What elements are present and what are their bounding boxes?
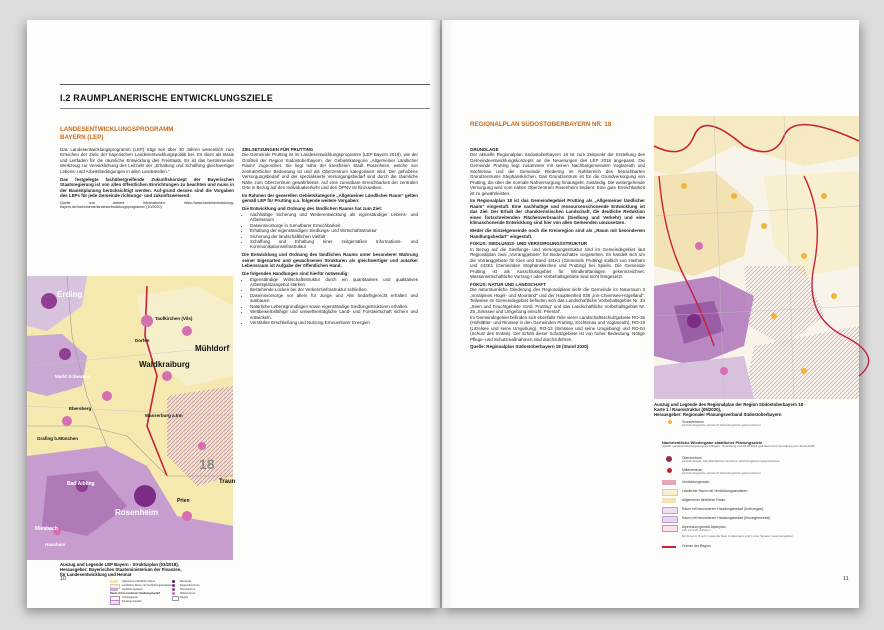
caption-line: Karte 1 / Raumstruktur (05/2020), <box>654 407 722 413</box>
legend-swatch <box>110 600 120 605</box>
goals-p4: Die Entwicklung und Ordnung des ländlichen Raums unter besonderer Wahrung seiner Eigenarten und gewachsenen Strukturen als gleichwertiger und autarker Lebensraum ist Aufgabe der öffentlichen Hand. <box>242 252 418 269</box>
lep-title-line2: BAYERN (LEP) <box>60 133 104 141</box>
goals-p1: Die Gemeinde Prutting ist im Landesentwicklungsprogramm (LEP Bayern 2018), wie der Großteil der Region Südostoberbayern, der Gebietskategorie „Allgemeiner Ländlicher Raum“ zugeordnet. Sie liegt nahe der kreisfreien Stadt Rosenheim, welche von zentralörtlicher Bedeutung ist und als Oberzentrum kategorisiert wird. Der gehobene Versorgungsbedarf und der spezialisierte Versorgungsbedarf sind durch die räumliche Nähe zum Oberzentrum gewährleistet. Auf eine zumutbare Erreichbarkeit der zentralen Orte in Bezug auf den Individualverkehr und den ÖPNV ist hinzuwirken. <box>242 152 418 191</box>
map-label: Ebersberg <box>69 406 92 411</box>
list-item: • nachhaltige Sicherung und Weiterentwicklung als eigenständiger Lebens- und Arbeitsraum <box>250 212 418 223</box>
legend-swatch <box>662 546 676 548</box>
heading-rule <box>60 108 430 109</box>
page-number-right: 11 <box>843 576 849 582</box>
lep-map-caption <box>60 562 182 577</box>
left-page <box>27 20 440 608</box>
grundlage-p3: Weder die Einzelgemeinde noch die Kreisregion sind als „Raum mit besonderem Handlungsbedarf“ eingestuft. <box>470 228 645 239</box>
list-item: • Eigenständige Wirtschaftsstruktur durch ein quantitatives und qualitatives Arbeitsplatzangebot stärken. <box>250 277 418 288</box>
map-label: Wasserburg a.Inn <box>145 413 183 418</box>
lep-intro-column <box>60 147 234 212</box>
legend-item: Raum mit besonderem Handlungsbedarf (Einzelgemeinde) <box>662 516 852 522</box>
legend-item: Grundzentrum Zentrale Doppelorte sind durch Verbindungslinien gekennzeichnet <box>662 420 852 432</box>
goals-heading: ZIELSETZUNGEN FÜR PRUTTING <box>242 147 314 152</box>
regionalplan-map-graphic <box>654 116 859 399</box>
lep-structure-map <box>27 276 236 560</box>
regionalplan-source: Quelle: Regionalplan Südostoberbayern 18 (Stand 2020) <box>470 344 589 350</box>
caption-line: Herausgeber: Bayerisches Staatsministerium der Finanzen, <box>60 567 182 573</box>
goals-p2: Im Rahmen der generellen Gebietskategorie „Allgemeiner Ländlicher Raum“ gelten gemäß LEP für Prutting u.a. folgende weitere Vorgaben: <box>242 193 418 204</box>
legend-swatch <box>172 584 175 587</box>
lep-intro-source: Quelle und weitere Informationen: https://www.landesentwicklung-bayern.de/instrumente/landesentwicklungsprogramm/ (10/2020) <box>60 200 234 210</box>
legend-item: Regionalzentrum <box>172 584 232 590</box>
legend-item: Die Zonen A, B und C sowie die Seen im Alpenraum sind in einer Signatur zusammengefasst <box>682 535 793 538</box>
legend-swatch <box>172 596 179 601</box>
legend-swatch <box>662 489 678 496</box>
legend-item: Mittelzentrum <box>172 592 232 598</box>
map-label: Prien <box>177 498 190 504</box>
map-label: Dorfen <box>135 338 150 343</box>
legend-item: Region <box>172 596 232 602</box>
legend-swatch <box>666 456 672 462</box>
legend-item: Mittelzentrum Zentrale Doppelorte sind durch Verbindungslinien gekennzeichnet <box>662 468 852 478</box>
legend-item: Verdichtungsraum <box>110 588 170 594</box>
regionalplan-text-column <box>470 147 645 352</box>
lep-section-title <box>60 126 173 141</box>
legend-swatch <box>668 420 672 424</box>
caption-line: Auszug und Legende LEP Bayern - Strukturplan (03/2018), <box>60 562 179 567</box>
map-label: Grafing b.München <box>37 436 78 441</box>
caption-line: für Landesentwicklung und Heimat <box>60 572 132 578</box>
legend-item: Grenze der Region <box>662 544 852 550</box>
legend-item: Allgemeiner ländlicher Raum <box>662 498 852 504</box>
map-label: 18 <box>199 456 215 472</box>
goals-list-2 <box>242 277 418 326</box>
legend-item: Metropole <box>172 580 232 586</box>
prutting-goals-column <box>242 147 418 328</box>
legend-item: Einzelgemeinden <box>110 600 170 606</box>
goals-p5: Die folgenden Handlungen sind hierfür notwendig: <box>242 271 349 277</box>
legend-swatch <box>172 592 175 595</box>
list-item: • Bestehende Lücken bei der Verkehrsinfrastruktur schließen. <box>250 287 418 292</box>
map-label: Hausham <box>45 542 66 547</box>
siedlung-p4: In Bezug auf die Siedlungs- und Versorgungsstruktur sind im Gemeindegebiet laut Regionalplan zwei „Vorranggebiete“ für Bodenschätze vorgesehen. Es handelt sich um die Vorranggebiete für Kies und Sand 431K1 (Gemeinde Prutting) südlich von Hasham und 443K1 (Gemeinden Stephanskirchen und Prutting) bei Spielin. Die Gemeinde Prutting ist als Ausschlussgebiet für Windkraftanlagen gekennzeichnet. Wasserwirtschaftliche Vorrang-/ oder Vorbehaltsgebiete sind nicht festgesetzt. <box>470 246 645 280</box>
list-item: • Sicherung der landschaftlichen Vielfalt <box>250 234 418 239</box>
legend-item: Kreisregionen <box>110 596 170 602</box>
natur-heading: FOKUS: NATUR UND LANDSCHAFT <box>470 281 546 287</box>
legend-title: Nachrichtliche Wiedergabe staatlicher Planungsziele <box>662 440 763 445</box>
map-label: Taufkirchen (Vils) <box>155 316 193 321</box>
legend-swatch <box>662 480 676 485</box>
regionalplan-legend <box>662 420 852 580</box>
grundlage-p1: Der aktuelle Regionalplan Südostoberbayern 18 ist zum Zeitpunkt der Erstellung des Gemeindeentwicklungskonzepts an die Neuerungen des LEP 2018 angepasst. Die Gemeinde Prutting liegt zusammen mit seinen Nachbargemeinden Vogtareuth und Söchtenau und der Gemeinde Riedering im Nahbereich des benachbarten Grundzentrums Stephanskirchen. Das Grundzentrum ist für die Grundversorgung von Prutting, die über die normale Nahversorgung hinausgeht, zuständig. Die weitergehende Versorgung wird vom nahen Oberzentrum Rosenheim bedient. Eine gute Erreichbarkeit ist zu gewährleisten. <box>470 152 645 196</box>
legend-item: Ländlicher Raum mit Verdichtungsansätzen <box>110 584 170 590</box>
legend-item: Verdichtungsraum <box>662 480 852 486</box>
map-label: Mühldorf <box>195 344 230 353</box>
list-item: • Natürliche Lebensgrundlagen sowie eigenständige Siedlungsstrukturen erhalten. <box>250 304 418 309</box>
legend-swatch <box>172 588 175 591</box>
list-item: • Daseinsvorsorge in zumutbarer Erreichbarkeit <box>250 223 418 228</box>
list-item: • Schaffung und Erhaltung einer zeitgemäßen Informations- und Kommunikationsinfrastruktur <box>250 239 418 250</box>
legend-item: Oberzentrum Zentrale Doppel- oder Mehrfachorte sind durch Verbindungslinien gekennzeichnet <box>662 456 852 466</box>
legend-swatch <box>110 588 118 591</box>
legend-swatch <box>172 580 175 583</box>
goals-list-1 <box>242 212 418 250</box>
right-page <box>442 20 859 608</box>
siedlung-heading: FOKUS: SIEDLUNGS- UND VERSORGUNGSSTRUKTUR <box>470 241 588 247</box>
legend-swatch <box>662 516 678 523</box>
page-number-left: 10 <box>60 576 67 582</box>
lep-map-legend <box>60 580 240 603</box>
legend-item: Raum mit besonderem Handlungsbedarf <box>110 592 161 595</box>
legend-swatch <box>662 525 678 532</box>
grundlage-p2: Im Regionalplan 18 ist das Gemeindegebiet Prutting als „Allgemeiner ländlicher Raum“ eingestuft. Eine nachhaltige und ressourcenschonende Entwicklung ist das Ziel. Der Erhalt der charakteristischen Landschaft, die deutliche Reduktion eines fortschreitenden Flächenverbrauchs (Siedlung und Verkehr) und eine klimaschonende Entwicklung sind hier von allen Gemeinden umzusetzen. <box>470 198 645 226</box>
lep-title-line1: LANDESENTWICKLUNGSPROGRAMM <box>60 126 174 133</box>
lep-intro-bold: Das festgelegte fachübergreifende Zukunftskonzept der Bayerischen Staatsregierung ist von allen öffentlichen Einrichtungen zu beachten und muss in der Bauleitplanung berücksichtigt werden. Auf-grund dessen sind die Vorgaben des LEPs für jede Gemeinde richtungs- und zukunftsweisend. <box>60 176 234 199</box>
list-item: • Verstärkte Erschließung und Nutzung Erneuerbarer Energien <box>250 320 418 325</box>
map-label: Markt Schwaben <box>55 374 91 379</box>
list-item: • Daseinsvorsorge vor allem für Junge und Alte bedarfsgerecht erhalten und ausbauen. <box>250 293 418 304</box>
grundlage-heading: GRUNDLAGE <box>470 147 499 152</box>
top-rule <box>60 84 430 85</box>
map-label: Miesbach <box>35 526 58 532</box>
natur-p6: Im Gemeindegebiet befinden sich ebenfalls Teile vierer Landschaftsschutzgebiete RO-26 (Hofstätter- und Rinssee in den Gemeinden Prutting, Söchtenau und Vogtareuth), RO-19 (Litzelsee und seine Umgebung), RO-13 (Simssee und seine Umgebung) und RO-04 (Schutz des Inntals). Der Erhalt dieser Schutzgebiete ist von hoher Bedeutung. Nötige Pflege- und Schutzmaßnahmen sind durchzuführen. <box>470 314 645 342</box>
regionalplan-section-title: REGIONALPLAN SÜDOSTOBERBAYERN NR. 18 <box>470 121 612 128</box>
legend-item: Ländlicher Raum mit Verdichtungsansätzen <box>662 489 852 495</box>
map-label: Rosenheim <box>115 508 159 517</box>
legend-item: Oberzentrum <box>172 588 232 594</box>
legend-item: Alpenraum gemäß Alpenplan LEP 2.3.3 (Z), Anhang 1 <box>662 525 852 537</box>
legend-swatch <box>662 498 676 503</box>
legend-swatch <box>110 580 118 583</box>
caption-line: Auszug und Legende des Regionalplan der Region Südostoberbayern 18 - <box>654 402 806 407</box>
lep-map-graphic <box>27 276 236 560</box>
main-heading: I.2 RAUMPLANERISCHE ENTWICKLUNGSZIELE <box>60 93 273 103</box>
list-item: • Erhaltung der eigenständigen Siedlungs- und Wirtschaftsstruktur <box>250 228 418 233</box>
map-label: Traun <box>219 479 236 485</box>
map-label: Erding <box>57 290 83 299</box>
legend-title-sub: (Quelle: Landesentwicklungsprogramm Bayern, Verordnung vom 22.08.2013, geändert durch Verordnung vom 21.02.2018) <box>662 444 815 448</box>
list-item: • Wettbewerbsfähige und umweltverträgliche Land- und Forstwirtschaft sichern und entwickeln. <box>250 309 418 320</box>
legend-swatch <box>662 507 678 514</box>
map-label: Bad Aibling <box>67 481 95 487</box>
legend-swatch <box>667 468 672 473</box>
lep-intro-text: Das Landesentwicklungsprogramm (LEP) trägt seit über 30 Jahren wesentlich zum Erreichen der Ziele der bayerischen Landesentwicklungspolitik bei. Es dient als Basis und Leitfaden für die räumliche Entwicklung des Freistaats. Es ist das bestimmende Werkzeug zur Verwirklichung des Leitziels der „Erhaltung und Schaffung gleichwertiger Lebens- und Arbeitsbedingungen in allen Landesteilen.“ <box>60 147 234 174</box>
brochure-spread <box>27 20 859 608</box>
legend-item: Raum mit besonderem Handlungsbedarf (Kreisregion) <box>662 507 852 513</box>
regionalplan-map <box>654 116 859 399</box>
caption-line: Herausgeber: Regionaler Planungsverband Südostoberbayern <box>654 412 782 418</box>
goals-p3: Die Entwicklung und Ordnung des ländlichen Raums hat zum Ziel: <box>242 206 383 212</box>
regionalplan-map-caption <box>654 402 806 417</box>
map-label: Waldkraiburg <box>139 360 190 369</box>
legend-item: Allgemeiner ländlicher Raum <box>110 580 170 586</box>
natur-p5: Die naturräumliche Gliederung des Regionalplans sieht die Gemeinde im Naturraum 3 „Voralpines Hügel- und Moorland“ und der Haupteinheit 038 „Inn-Chiemsee-Hügelland“. Teilweise im Gemeindegebiet befinden sich das Landschaftliche Vorbehaltsgebiet Nr. 24 „Seen und Feuchtgebiete nördl. Prutting“ und das Landschaftliche Vorbehaltsgebiet Nr. 25 „Simssee und Umgebung einschl. Priental“. <box>470 287 645 315</box>
